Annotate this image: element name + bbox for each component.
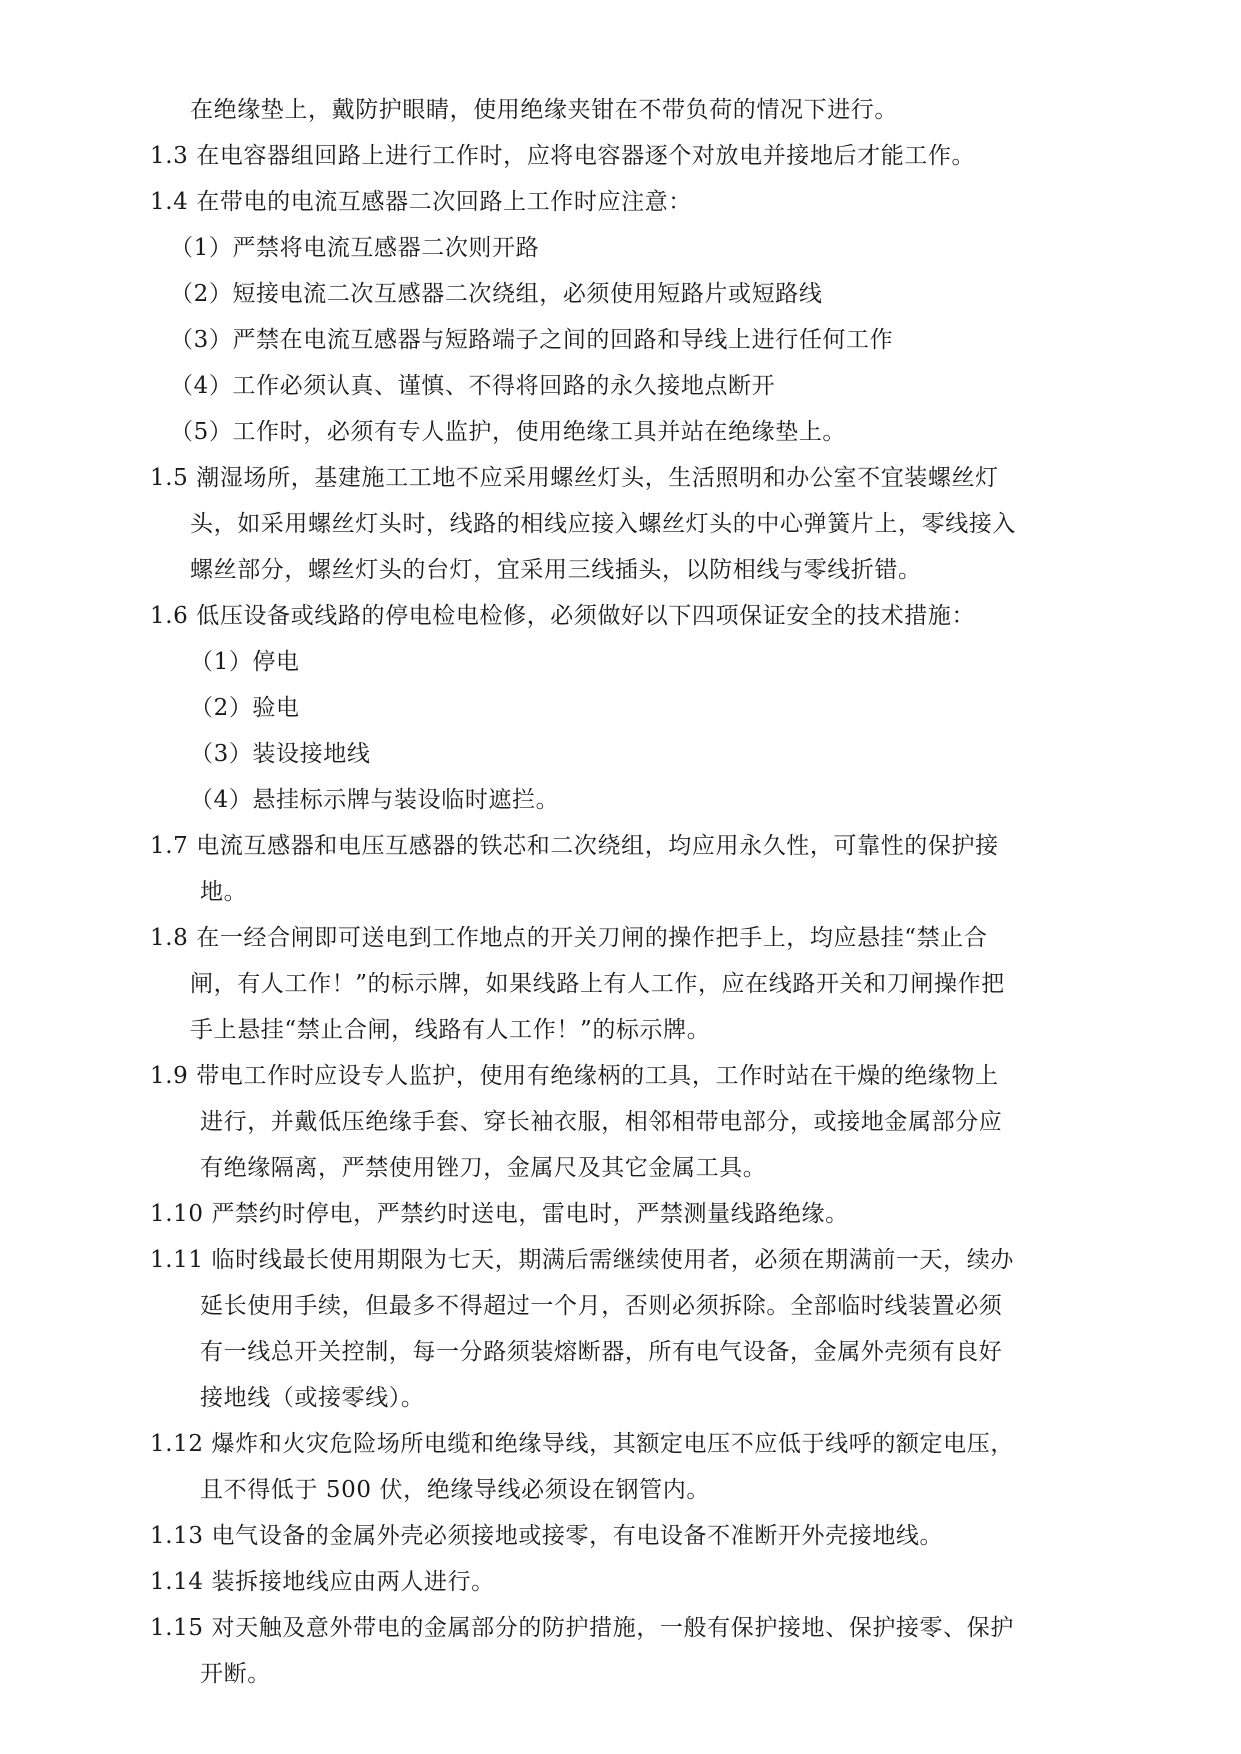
text-line: 且不得低于 500 伏，绝缘导线必须设在钢管内。	[200, 1477, 710, 1503]
text-line: （1）严禁将电流互感器二次则开路	[170, 235, 540, 261]
text-line: 螺丝部分，螺丝灯头的台灯，宜采用三线插头，以防相线与零线折错。	[190, 557, 922, 583]
text-line: 有绝缘隔离，严禁使用锉刀，金属尺及其它金属工具。	[200, 1155, 767, 1181]
text-line: 进行，并戴低压绝缘手套、穿长袖衣服，相邻相带电部分，或接地金属部分应	[200, 1109, 1003, 1135]
text-line: 延长使用手续，但最多不得超过一个月，否则必须拆除。全部临时线装置必须	[200, 1293, 1003, 1319]
text-line: 1.8 在一经合闸即可送电到工作地点的开关刀闸的操作把手上，均应悬挂“禁止合	[150, 925, 988, 951]
text-line: （4）工作必须认真、谨慎、不得将回路的永久接地点断开	[170, 373, 776, 399]
text-line: 1.9 带电工作时应设专人监护，使用有绝缘柄的工具，工作时站在干燥的绝缘物上	[150, 1063, 999, 1089]
text-line: 1.14 装拆接地线应由两人进行。	[150, 1569, 495, 1595]
text-line: 1.11 临时线最长使用期限为七天，期满后需继续使用者，必须在期满前一天，续办	[150, 1247, 1014, 1273]
text-line: 接地线（或接零线）。	[200, 1385, 425, 1411]
text-line: 地。	[200, 879, 248, 905]
text-line: 有一线总开关控制，每一分路须装熔断器，所有电气设备，金属外壳须有良好	[200, 1339, 1003, 1365]
text-line: （3）严禁在电流互感器与短路端子之间的回路和导线上进行任何工作	[170, 327, 894, 353]
text-line: 1.13 电气设备的金属外壳必须接地或接零，有电设备不准断开外壳接地线。	[150, 1523, 944, 1549]
text-line: 头，如采用螺丝灯头时，线路的相线应接入螺丝灯头的中心弹簧片上，零线接入	[190, 511, 1016, 537]
text-line: （2）短接电流二次互感器二次绕组，必须使用短路片或短路线	[170, 281, 823, 307]
text-line: （3）装设接地线	[190, 741, 371, 767]
text-line: 闸，有人工作！”的标示牌，如果线路上有人工作，应在线路开关和刀闸操作把	[190, 971, 1005, 997]
text-line: 在绝缘垫上，戴防护眼睛，使用绝缘夹钳在不带负荷的情况下进行。	[190, 97, 898, 123]
text-line: 1.5 潮湿场所，基建施工工地不应采用螺丝灯头，生活照明和办公室不宜装螺丝灯	[150, 465, 999, 491]
text-line: 手上悬挂“禁止合闸，线路有人工作！”的标示牌。	[190, 1017, 711, 1043]
text-line: （1）停电	[190, 649, 300, 675]
text-line: 1.15 对天触及意外带电的金属部分的防护措施，一般有保护接地、保护接零、保护	[150, 1615, 1014, 1641]
text-line: 1.7 电流互感器和电压互感器的铁芯和二次绕组，均应用永久性，可靠性的保护接	[150, 833, 999, 859]
text-line: （2）验电	[190, 695, 300, 721]
text-line: 1.12 爆炸和火灾危险场所电缆和绝缘导线，其额定电压不应低于线呼的额定电压，	[150, 1431, 1014, 1457]
text-line: 1.3 在电容器组回路上进行工作时，应将电容器逐个对放电并接地后才能工作。	[150, 143, 976, 169]
text-line: 1.6 低压设备或线路的停电检电检修，必须做好以下四项保证安全的技术措施：	[150, 603, 976, 629]
text-line: 1.10 严禁约时停电，严禁约时送电，雷电时，严禁测量线路绝缘。	[150, 1201, 849, 1227]
text-line: 1.4 在带电的电流互感器二次回路上工作时应注意：	[150, 189, 692, 215]
text-line: 开断。	[200, 1661, 271, 1687]
text-line: （5）工作时，必须有专人监护，使用绝缘工具并站在绝缘垫上。	[170, 419, 847, 445]
text-line: （4）悬挂标示牌与装设临时遮拦。	[190, 787, 560, 813]
